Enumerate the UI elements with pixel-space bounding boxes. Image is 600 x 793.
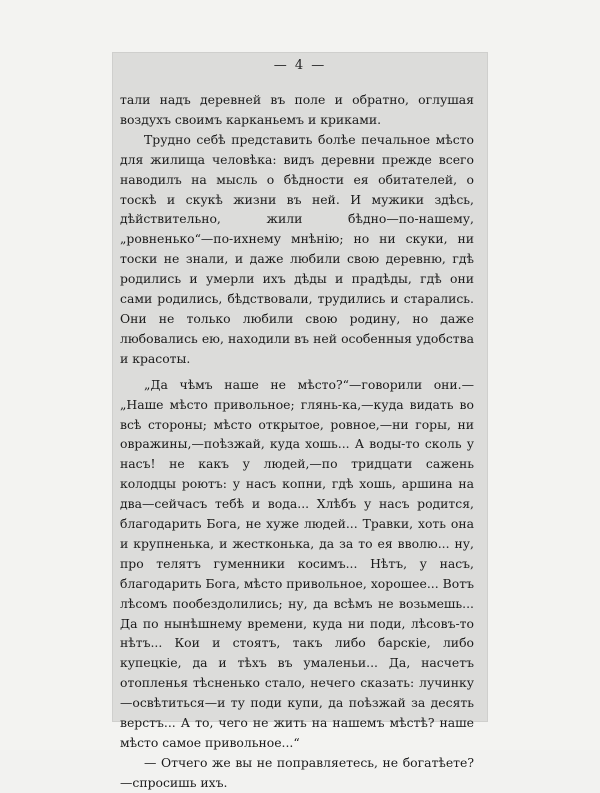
paragraph-question: — Отчего же вы не поправляетесь, не богатѣете?—спросишь ихъ. [120,754,474,790]
page-body [120,90,474,793]
paragraph-dialogue: „Да чѣмъ наше не мѣсто?“—говорили они.—„Наше мѣсто привольное; глянь-ка,—куда видать во всѣ стороны; мѣсто открытое, ровное,—ни горы, ни овражины,—поѣзжай, куда хошь... А воды-то сколь у насъ! не какъ у людей,—по тридцати сажень колодцы роютъ: у насъ копни, гдѣ хошь, аршина на два—сейчасъ тебѣ и вода... Хлѣбъ у насъ родится, благодарить Бога, не хуже людей... Травки, хоть она и крупненька, и жестконька, да за то ея вволю... ну, про телятъ гуменники косимъ... Нѣтъ, у насъ, благодарить Бога, мѣсто привольное, хорошее... Вотъ лѣсомъ пообездолились; ну, да всѣмъ не возьмешь... Да по нынѣшнему времени, куда ни поди, лѣсовъ-то нѣтъ... Кои и стоятъ, такъ либо барскіе, либо купецкіе, да и тѣхъ въ умаленьи... Да, насчетъ отопленья тѣсненько стало, нечего сказать: лучинку—освѣтиться—и ту поди купи, да поѣзжай за десять верстъ... А то, чего не жить на нашемъ мѣстѣ? наше мѣсто самое привольное...“ [120,376,474,750]
paragraph-continuation: тали надъ деревней въ поле и обратно, оглушая воздухъ своимъ карканьемъ и криками. [120,92,474,127]
paragraph-description: Трудно себѣ представить болѣе печальное мѣсто для жилища человѣка: видъ деревни прежде всего наводилъ на мысль о бѣдности ея обитателей, о тоскѣ и скукѣ жизни въ ней. И мужики здѣсь, дѣйствительно, жили бѣдно—по-нашему, „ровненько“—по-ихнему мнѣнію; но ни скуки, ни тоски не знали, и даже любили свою деревню, гдѣ родились и умерли ихъ дѣды и прадѣды, гдѣ они сами родились, бѣдствовали, трудились и старались. Они не только любили свою родину, но даже любовались ею, находили въ ней особенныя удобства и красоты. [120,131,474,366]
page-number: — 4 — [273,58,327,73]
book-page [112,52,488,790]
